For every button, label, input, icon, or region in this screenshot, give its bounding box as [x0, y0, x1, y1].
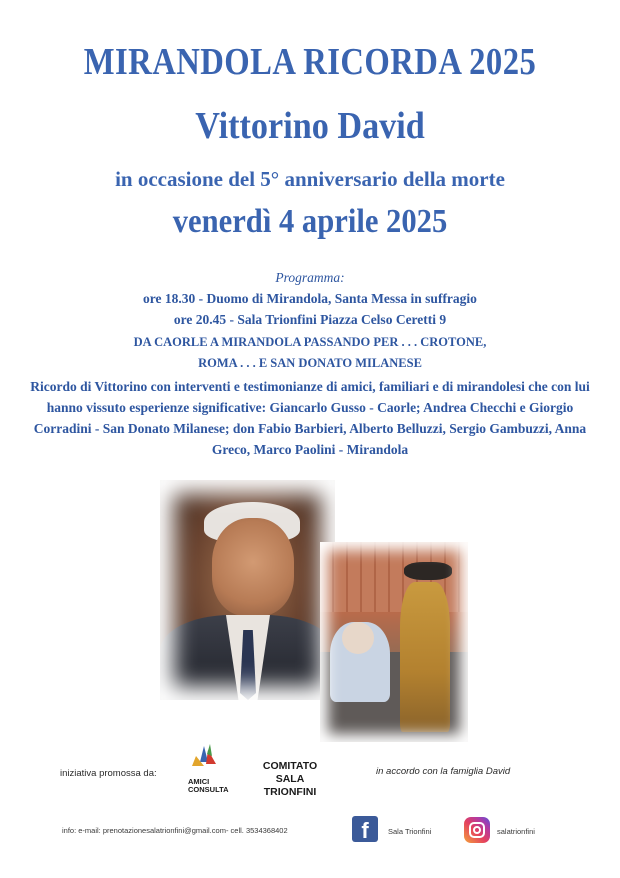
- contact-info: info: e-mail: prenotazionesalatrionfini@gmail.com- cell. 3534368402: [62, 826, 288, 835]
- instagram-icon[interactable]: [464, 817, 490, 843]
- square-photo: [320, 542, 468, 742]
- portrait-photo: [160, 480, 335, 700]
- occasion-text: in occasione del 5° anniversario della morte: [115, 167, 505, 191]
- event-date: venerdì 4 aprile 2025: [172, 203, 448, 240]
- logo-text: AMICI CONSULTA: [188, 777, 229, 794]
- program-line-mass: ore 18.30 - Duomo di Mirandola, Santa Messa in suffragio: [143, 291, 477, 306]
- program-line-subtitle-1: DA CAORLE A MIRANDOLA PASSANDO PER . . . CROTONE,: [133, 335, 487, 349]
- program-line-venue: ore 20.45 - Sala Trionfini Piazza Celso Ceretti 9: [173, 312, 447, 327]
- program-label: Programma:: [275, 270, 345, 285]
- instagram-label[interactable]: salatrionfini: [497, 827, 535, 836]
- event-title: MIRANDOLA RICORDA 2025: [83, 41, 537, 83]
- facebook-label[interactable]: Sala Trionfini: [388, 827, 432, 836]
- promo-label: iniziativa promossa da:: [60, 768, 157, 779]
- program-line-subtitle-2: ROMA . . . E SAN DONATO MILANESE: [198, 356, 422, 370]
- comitato-label: COMITATO SALA TRIONFINI: [262, 760, 318, 798]
- family-note: in accordo con la famiglia David: [376, 766, 511, 777]
- honoree-name: Vittorino David: [195, 105, 425, 147]
- facebook-icon[interactable]: f: [352, 816, 378, 842]
- program-description: Ricordo di Vittorino con interventi e testimonianze di amici, familiari e di mirandolesi che con lui hanno vissuto esperienze significative: Giancarlo Gusso - Caorle; Andrea Checchi e Giorgio Corradini - San Donato Milanese; don Fabio Barbieri, Alberto Belluzzi, Sergio Gambuzzi, Anna Greco, Marco Paolini - Mirandola: [30, 379, 590, 457]
